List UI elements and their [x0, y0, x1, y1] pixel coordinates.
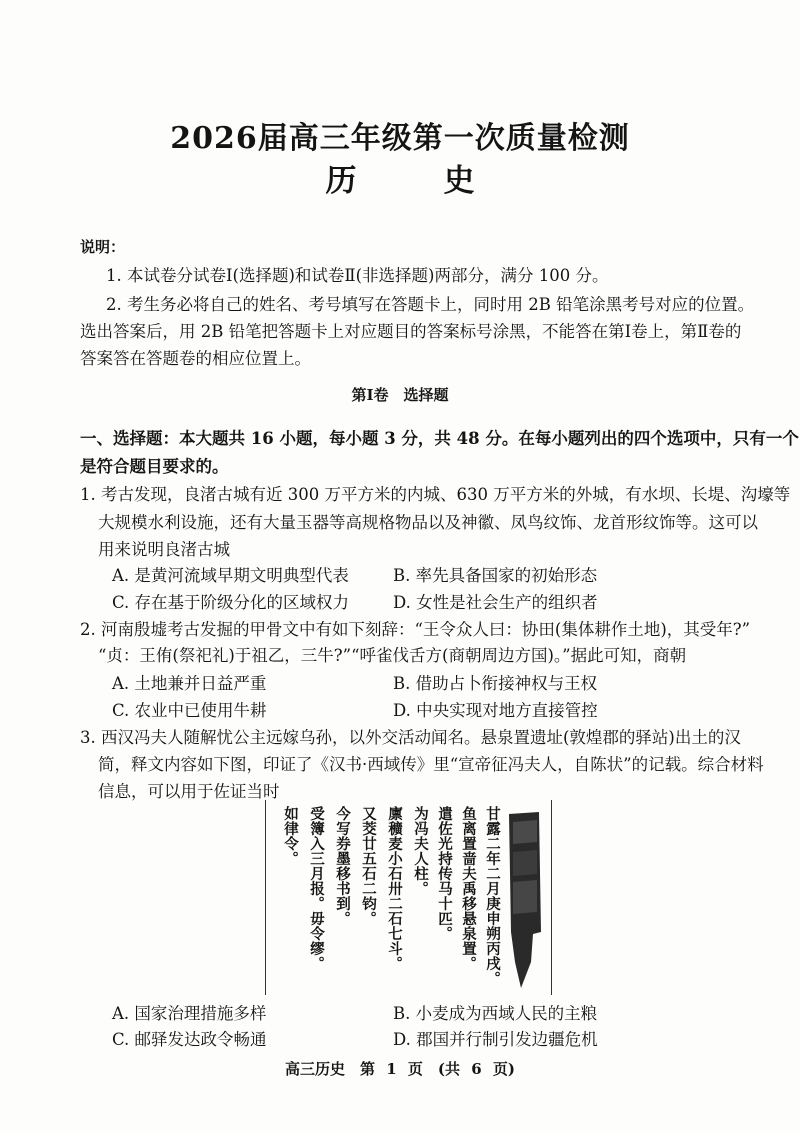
notes-item-2-line-2: 选出答案后，用 2B 铅笔把答题卡上对应题目的答案标号涂黑，不能答在第Ⅰ卷上，第Ⅱ卷的: [80, 322, 742, 341]
q3-stem-line-1: 3. 西汉冯夫人随解忧公主远嫁乌孙，以外交活动闻名。悬泉置遗址(敦煌郡的驿站)出土的汉: [80, 728, 741, 747]
q2-option-b: B. 借助占卜衔接神权与王权: [393, 674, 598, 693]
slip-column-5: 廪穬麦小石卅二石七斗。: [386, 806, 403, 971]
notes-item-1: 1. 本试卷分试卷Ⅰ(选择题)和试卷Ⅱ(非选择题)两部分，满分 100 分。: [106, 266, 609, 285]
q1-stem-line-2: 大规模水利设施，还有大量玉器等高规格物品以及神徽、凤鸟纹饰、龙首形纹饰等。这可以: [98, 513, 758, 532]
slip-column-9: 如律令。: [282, 806, 299, 866]
subject-title: 历 史: [325, 163, 503, 199]
q3-option-c: C. 邮驿发达政令畅通: [112, 1030, 267, 1049]
slip-column-6: 又茭廿五石二钧。: [360, 806, 377, 926]
notes-item-2-line-1: 2. 考生务必将自己的姓名、考号填写在答题卡上，同时用 2B 铅笔涂黑考号对应的位置。: [106, 295, 755, 314]
exam-title: 2026届高三年级第一次质量检测: [170, 121, 630, 156]
page-footer: 高三历史 第 1 页 (共 6 页): [285, 1060, 515, 1078]
q2-option-a: A. 土地兼并日益严重: [112, 674, 267, 693]
q1-stem-line-3: 用来说明良渚古城: [98, 540, 230, 559]
q2-stem-line-2: “贞：王侑(祭祀礼)于祖乙，三牛?”“呼雀伐舌方(商朝周边方国)。”据此可知，商朝: [98, 646, 687, 665]
notes-heading: 说明：: [80, 238, 126, 256]
slip-column-3: 遣佐光持传马十匹。: [436, 806, 453, 941]
slip-column-7: 今写券墨移书到。: [334, 806, 351, 926]
part-instruction-line-2: 是符合题目要求的。: [80, 457, 229, 476]
q2-option-c: C. 农业中已使用牛耕: [112, 701, 267, 720]
q3-option-b: B. 小麦成为西域人民的主粮: [393, 1004, 598, 1023]
notes-item-2-line-3: 答案答在答题卷的相应位置上。: [80, 349, 311, 368]
q1-option-d: D. 女性是社会生产的组织者: [393, 593, 598, 612]
slip-column-1: 甘露二年二月庚申朔丙戌。: [484, 806, 501, 986]
slip-column-2: 鱼离置啬夫禹移悬泉置。: [460, 806, 477, 971]
slip-column-4: 为冯夫人柱。: [412, 806, 429, 896]
q1-option-b: B. 率先具备国家的初始形态: [393, 566, 598, 585]
q1-option-a: A. 是黄河流域早期文明典型代表: [112, 566, 349, 585]
slip-column-8: 受簿入三月报。毋令缪。: [308, 806, 325, 971]
q2-stem-line-1: 2. 河南殷墟考古发掘的甲骨文中有如下刻辞：“王令众人曰：协田(集体耕作土地)，其受年?”: [80, 620, 751, 639]
q1-option-c: C. 存在基于阶级分化的区域权力: [112, 593, 350, 612]
q2-option-d: D. 中央实现对地方直接管控: [393, 701, 598, 720]
q3-option-d: D. 郡国并行制引发边疆危机: [393, 1030, 598, 1049]
q1-stem-line-1: 1. 考古发现，良渚古城有近 300 万平方米的内城、630 万平方米的外城，有水坝、长堤、沟壕等: [80, 485, 791, 504]
part-instruction-line-1: 一、选择题：本大题共 16 小题，每小题 3 分，共 48 分。在每小题列出的四个选项中，只有一个: [80, 429, 799, 448]
q3-stem-line-2: 简，释文内容如下图，印证了《汉书·西域传》里“宣帝征冯夫人，自陈状”的记载。综合材料: [98, 755, 764, 774]
q3-stem-line-3: 信息，可以用于佐证当时: [98, 782, 280, 801]
q3-option-a: A. 国家治理措施多样: [112, 1004, 267, 1023]
bamboo-slip-image: [503, 812, 543, 992]
section-heading: 第Ⅰ卷 选择题: [351, 386, 449, 404]
